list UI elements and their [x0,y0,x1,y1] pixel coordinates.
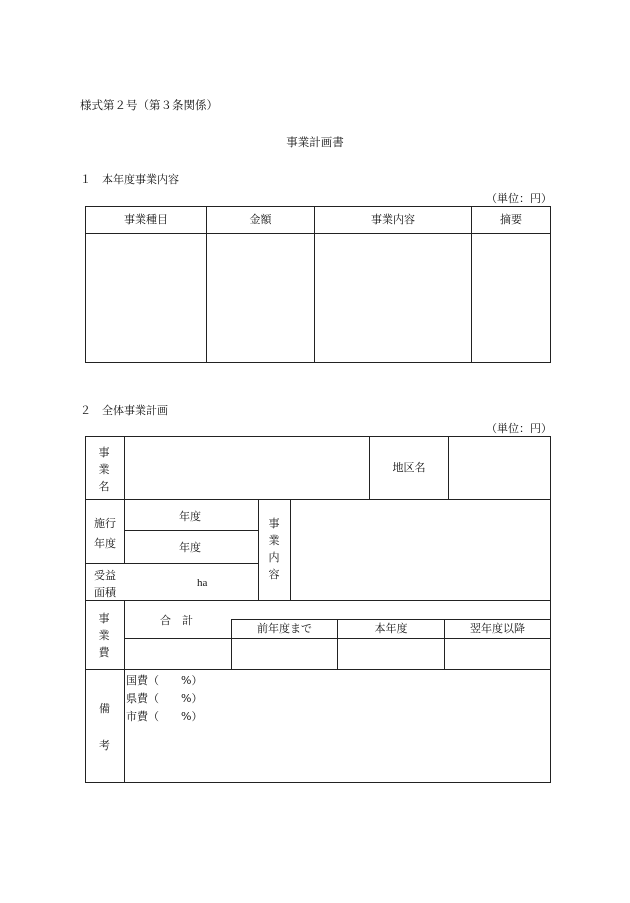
district-divider [448,436,449,500]
period-end-year-suffix: 年度 [179,541,201,554]
content-label-divider [258,499,259,600]
section1-unit-label: （単位：円） [486,192,552,205]
funding-prefecture: 県費（ %） [126,692,203,705]
content-label: 事業内容 [268,517,280,582]
district-label: 地区名 [392,460,426,474]
remarks-label-line1: 備 [99,702,110,715]
remarks-label-line2: 考 [99,739,110,752]
cost-col-following-years: 翌年度以降 [470,621,525,635]
period-label-line2: 年度 [94,537,116,550]
cost-col-current-year: 本年度 [374,621,408,635]
label-col-divider [124,600,125,783]
area-label-line1: 受益 [94,569,116,582]
section1-header-divider [85,233,551,234]
row-divider [85,669,551,670]
row-divider [85,600,551,601]
total-label: 合 計 [160,614,193,627]
section1-heading: １ 本年度事業内容 [80,173,179,186]
period-start-year-suffix: 年度 [179,510,201,523]
period-label-line1: 施行 [94,517,116,530]
column-header-summary: 摘要 [500,212,522,226]
funding-national: 国費（ %） [126,674,203,687]
area-label-line2: 面積 [94,586,116,599]
section2-table-border [85,436,551,783]
project-name-label: 事業名 [98,446,110,494]
column-header-project-type: 事業種目 [124,212,168,226]
column-header-amount: 金額 [249,212,272,226]
label-col-divider [124,436,125,500]
row-divider [85,499,551,500]
cost-col-previous-years: 前年度まで [257,621,312,635]
content-label-divider [290,499,291,600]
area-row-divider [85,563,258,564]
funding-city: 市費（ %） [126,710,203,723]
period-row-divider [124,530,258,531]
section2-heading: ２ 全体事業計画 [80,404,168,417]
section2-unit-label: （単位：円） [486,422,552,435]
area-unit: ha [197,577,208,589]
period-label-divider [124,499,125,563]
form-number-label: 様式第２号（第３条関係） [80,98,218,112]
cost-label: 事業費 [98,612,110,660]
column-header-project-content: 事業内容 [371,212,415,226]
document-title: 事業計画書 [286,135,344,149]
